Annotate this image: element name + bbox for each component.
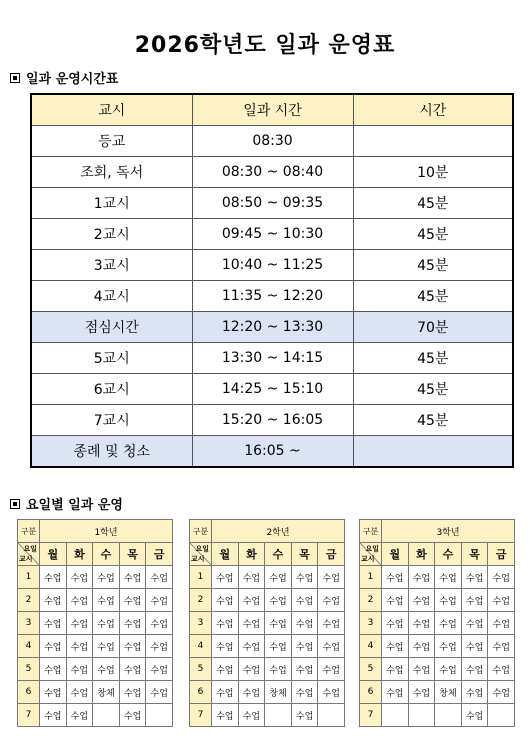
day-header: 화: [408, 543, 435, 566]
class-cell: 수업: [461, 635, 488, 658]
weekly-table-grade-3: [359, 519, 515, 727]
schedule-row: [31, 126, 513, 157]
weekly-period-row: [18, 635, 173, 658]
period-number: 6: [190, 681, 212, 704]
period-number: 1: [18, 566, 40, 589]
weekly-days-row: [190, 543, 345, 566]
day-header: 목: [461, 543, 488, 566]
class-cell: 수업: [291, 635, 318, 658]
period-number: 6: [18, 681, 40, 704]
day-header: 월: [212, 543, 239, 566]
class-cell: 수업: [461, 612, 488, 635]
schedule-row: [31, 405, 513, 436]
period-number: 4: [190, 635, 212, 658]
schedule-cell-period: 종례 및 청소: [31, 436, 192, 468]
class-cell: 수업: [291, 681, 318, 704]
schedule-header-row: [31, 94, 513, 126]
class-cell: 수업: [93, 658, 120, 681]
period-number: 7: [18, 704, 40, 727]
weekly-table-grade-1: [17, 519, 173, 727]
schedule-cell-time: 12:20 ~ 13:30: [192, 312, 353, 343]
class-cell: 수업: [488, 589, 515, 612]
class-cell: 수업: [238, 566, 265, 589]
schedule-cell-period: 7교시: [31, 405, 192, 436]
class-cell: 수업: [66, 658, 93, 681]
section-title-weekly: 요일별 일과 운영: [10, 494, 123, 513]
class-cell: 수업: [488, 566, 515, 589]
schedule-cell-time: 13:30 ~ 14:15: [192, 343, 353, 374]
class-cell: 수업: [318, 589, 345, 612]
class-cell: 수업: [291, 658, 318, 681]
class-cell: 수업: [238, 704, 265, 727]
class-cell: 수업: [119, 635, 146, 658]
schedule-row: [31, 281, 513, 312]
schedule-cell-period: 2교시: [31, 219, 192, 250]
class-cell: 수업: [265, 589, 292, 612]
class-cell: 수업: [93, 635, 120, 658]
weekly-label: 구분: [18, 520, 40, 543]
weekly-period-row: [190, 566, 345, 589]
class-cell: 수업: [435, 635, 462, 658]
class-cell: 수업: [408, 589, 435, 612]
schedule-cell-duration: 45분: [353, 374, 513, 405]
schedule-cell-time: 10:40 ~ 11:25: [192, 250, 353, 281]
schedule-cell-period: 4교시: [31, 281, 192, 312]
class-cell: 수업: [119, 612, 146, 635]
class-cell: 수업: [488, 635, 515, 658]
period-number: 5: [18, 658, 40, 681]
class-cell: 수업: [66, 635, 93, 658]
class-cell: 수업: [291, 612, 318, 635]
period-number: 5: [190, 658, 212, 681]
schedule-cell-duration: 45분: [353, 250, 513, 281]
period-number: 1: [190, 566, 212, 589]
period-number: 2: [360, 589, 382, 612]
day-header: 화: [238, 543, 265, 566]
class-cell: 수업: [318, 635, 345, 658]
weekly-period-row: [18, 681, 173, 704]
day-header: 금: [488, 543, 515, 566]
class-cell: 창체: [435, 681, 462, 704]
class-cell: 수업: [238, 612, 265, 635]
class-cell: 수업: [435, 589, 462, 612]
schedule-cell-period: 3교시: [31, 250, 192, 281]
period-number: 6: [360, 681, 382, 704]
schedule-cell-period: 1교시: [31, 188, 192, 219]
square-bullet-icon: [10, 73, 20, 83]
schedule-cell-time: 09:45 ~ 10:30: [192, 219, 353, 250]
diagonal-header: 요일 교시: [360, 543, 382, 566]
day-header: 금: [318, 543, 345, 566]
class-cell: 수업: [212, 704, 239, 727]
class-cell: 수업: [318, 658, 345, 681]
weekly-label: 구분: [360, 520, 382, 543]
class-cell: [146, 704, 173, 727]
class-cell: 수업: [66, 704, 93, 727]
weekly-header-row: [190, 520, 345, 543]
class-cell: [408, 704, 435, 727]
period-number: 3: [190, 612, 212, 635]
class-cell: 수업: [408, 681, 435, 704]
class-cell: 수업: [382, 635, 409, 658]
class-cell: 수업: [488, 681, 515, 704]
weekly-period-row: [360, 704, 515, 727]
class-cell: [435, 704, 462, 727]
class-cell: 수업: [265, 612, 292, 635]
schedule-cell-duration: 45분: [353, 281, 513, 312]
class-cell: 수업: [93, 589, 120, 612]
class-cell: 수업: [40, 589, 67, 612]
weekly-period-row: [18, 589, 173, 612]
weekly-period-row: [360, 566, 515, 589]
weekly-days-row: [360, 543, 515, 566]
schedule-row: [31, 250, 513, 281]
class-cell: 수업: [461, 681, 488, 704]
class-cell: 수업: [238, 589, 265, 612]
weekly-period-row: [18, 566, 173, 589]
class-cell: 수업: [212, 658, 239, 681]
class-cell: 수업: [40, 704, 67, 727]
schedule-cell-time: 16:05 ~: [192, 436, 353, 468]
schedule-cell-period: 6교시: [31, 374, 192, 405]
class-cell: 수업: [318, 566, 345, 589]
weekly-period-row: [360, 589, 515, 612]
class-cell: 수업: [488, 658, 515, 681]
class-cell: 수업: [291, 704, 318, 727]
schedule-cell-duration: 10분: [353, 157, 513, 188]
header-duration: 시간: [353, 94, 513, 126]
schedule-table: [30, 93, 514, 468]
class-cell: 수업: [40, 658, 67, 681]
class-cell: 수업: [238, 681, 265, 704]
page-title: 2026학년도 일과 운영표: [134, 33, 396, 58]
class-cell: 수업: [461, 566, 488, 589]
weekly-period-row: [18, 612, 173, 635]
class-cell: 수업: [318, 612, 345, 635]
class-cell: [488, 704, 515, 727]
weekly-label: 구분: [190, 520, 212, 543]
period-number: 5: [360, 658, 382, 681]
class-cell: 창체: [265, 681, 292, 704]
class-cell: 수업: [408, 658, 435, 681]
class-cell: 창체: [93, 681, 120, 704]
day-header: 수: [93, 543, 120, 566]
schedule-cell-duration: 45분: [353, 405, 513, 436]
day-header: 화: [66, 543, 93, 566]
weekly-period-row: [190, 704, 345, 727]
class-cell: 수업: [318, 681, 345, 704]
period-number: 7: [360, 704, 382, 727]
day-header: 수: [435, 543, 462, 566]
class-cell: [318, 704, 345, 727]
schedule-cell-period: 조회, 독서: [31, 157, 192, 188]
schedule-row: [31, 157, 513, 188]
weekly-period-row: [190, 635, 345, 658]
class-cell: 수업: [93, 612, 120, 635]
day-header: 목: [119, 543, 146, 566]
class-cell: 수업: [408, 635, 435, 658]
class-cell: 수업: [93, 566, 120, 589]
weekly-days-row: [18, 543, 173, 566]
square-bullet-icon: [10, 499, 20, 509]
class-cell: 수업: [146, 612, 173, 635]
class-cell: [265, 704, 292, 727]
class-cell: 수업: [119, 589, 146, 612]
class-cell: 수업: [382, 612, 409, 635]
class-cell: 수업: [40, 612, 67, 635]
period-number: 3: [18, 612, 40, 635]
weekly-period-row: [190, 612, 345, 635]
day-header: 월: [40, 543, 67, 566]
class-cell: 수업: [146, 589, 173, 612]
class-cell: 수업: [146, 681, 173, 704]
class-cell: 수업: [40, 566, 67, 589]
weekly-period-row: [18, 704, 173, 727]
weekly-header-row: [360, 520, 515, 543]
class-cell: 수업: [382, 589, 409, 612]
schedule-cell-time: 08:50 ~ 09:35: [192, 188, 353, 219]
schedule-cell-period: 등교: [31, 126, 192, 157]
diagonal-header: 요일 교시: [190, 543, 212, 566]
schedule-row: [31, 343, 513, 374]
schedule-cell-period: 5교시: [31, 343, 192, 374]
header-time: 일과 시간: [192, 94, 353, 126]
schedule-cell-period: 점심시간: [31, 312, 192, 343]
schedule-cell-duration: [353, 126, 513, 157]
weekly-period-row: [190, 589, 345, 612]
class-cell: 수업: [66, 612, 93, 635]
class-cell: [382, 704, 409, 727]
schedule-row: [31, 312, 513, 343]
schedule-cell-time: 15:20 ~ 16:05: [192, 405, 353, 436]
schedule-cell-duration: 45분: [353, 219, 513, 250]
period-number: 7: [190, 704, 212, 727]
diagonal-header: 요일 교시: [18, 543, 40, 566]
weekly-period-row: [360, 681, 515, 704]
class-cell: 수업: [146, 635, 173, 658]
schedule-cell-duration: 45분: [353, 343, 513, 374]
class-cell: 수업: [265, 566, 292, 589]
class-cell: 수업: [435, 658, 462, 681]
class-cell: 수업: [265, 635, 292, 658]
day-header: 목: [291, 543, 318, 566]
schedule-cell-time: 14:25 ~ 15:10: [192, 374, 353, 405]
class-cell: 수업: [382, 566, 409, 589]
weekly-period-row: [190, 658, 345, 681]
class-cell: 수업: [146, 658, 173, 681]
period-number: 1: [360, 566, 382, 589]
class-cell: 수업: [435, 566, 462, 589]
weekly-header-row: [18, 520, 173, 543]
class-cell: 수업: [408, 566, 435, 589]
class-cell: 수업: [265, 658, 292, 681]
class-cell: 수업: [66, 681, 93, 704]
class-cell: 수업: [119, 681, 146, 704]
class-cell: 수업: [435, 612, 462, 635]
schedule-cell-time: 08:30: [192, 126, 353, 157]
class-cell: 수업: [461, 658, 488, 681]
schedule-cell-duration: 45분: [353, 188, 513, 219]
weekly-period-row: [190, 681, 345, 704]
class-cell: 수업: [212, 589, 239, 612]
class-cell: 수업: [119, 658, 146, 681]
schedule-cell-time: 08:30 ~ 08:40: [192, 157, 353, 188]
class-cell: 수업: [146, 566, 173, 589]
class-cell: 수업: [382, 658, 409, 681]
class-cell: [93, 704, 120, 727]
class-cell: 수업: [291, 566, 318, 589]
schedule-cell-time: 11:35 ~ 12:20: [192, 281, 353, 312]
class-cell: 수업: [66, 589, 93, 612]
schedule-cell-duration: 70분: [353, 312, 513, 343]
schedule-row: [31, 188, 513, 219]
day-header: 월: [382, 543, 409, 566]
class-cell: 수업: [488, 612, 515, 635]
period-number: 4: [360, 635, 382, 658]
period-number: 4: [18, 635, 40, 658]
weekly-period-row: [360, 635, 515, 658]
grade-name: 1학년: [40, 520, 173, 543]
period-number: 2: [190, 589, 212, 612]
weekly-period-row: [18, 658, 173, 681]
header-period: 교시: [31, 94, 192, 126]
weekly-period-row: [360, 658, 515, 681]
class-cell: 수업: [212, 566, 239, 589]
day-header: 수: [265, 543, 292, 566]
class-cell: 수업: [238, 635, 265, 658]
schedule-row: [31, 436, 513, 468]
weekly-period-row: [360, 612, 515, 635]
class-cell: 수업: [212, 612, 239, 635]
section-title-schedule: 일과 운영시간표: [10, 68, 118, 87]
schedule-row: [31, 374, 513, 405]
class-cell: 수업: [291, 589, 318, 612]
grade-name: 3학년: [382, 520, 515, 543]
grade-name: 2학년: [212, 520, 345, 543]
schedule-cell-duration: [353, 436, 513, 468]
class-cell: 수업: [238, 658, 265, 681]
class-cell: 수업: [408, 612, 435, 635]
class-cell: 수업: [119, 566, 146, 589]
class-cell: 수업: [212, 635, 239, 658]
day-header: 금: [146, 543, 173, 566]
class-cell: 수업: [461, 704, 488, 727]
class-cell: 수업: [119, 704, 146, 727]
schedule-row: [31, 219, 513, 250]
class-cell: 수업: [66, 566, 93, 589]
class-cell: 수업: [40, 635, 67, 658]
class-cell: 수업: [461, 589, 488, 612]
class-cell: 수업: [40, 681, 67, 704]
period-number: 2: [18, 589, 40, 612]
class-cell: 수업: [382, 681, 409, 704]
period-number: 3: [360, 612, 382, 635]
weekly-table-grade-2: [189, 519, 345, 727]
class-cell: 수업: [212, 681, 239, 704]
